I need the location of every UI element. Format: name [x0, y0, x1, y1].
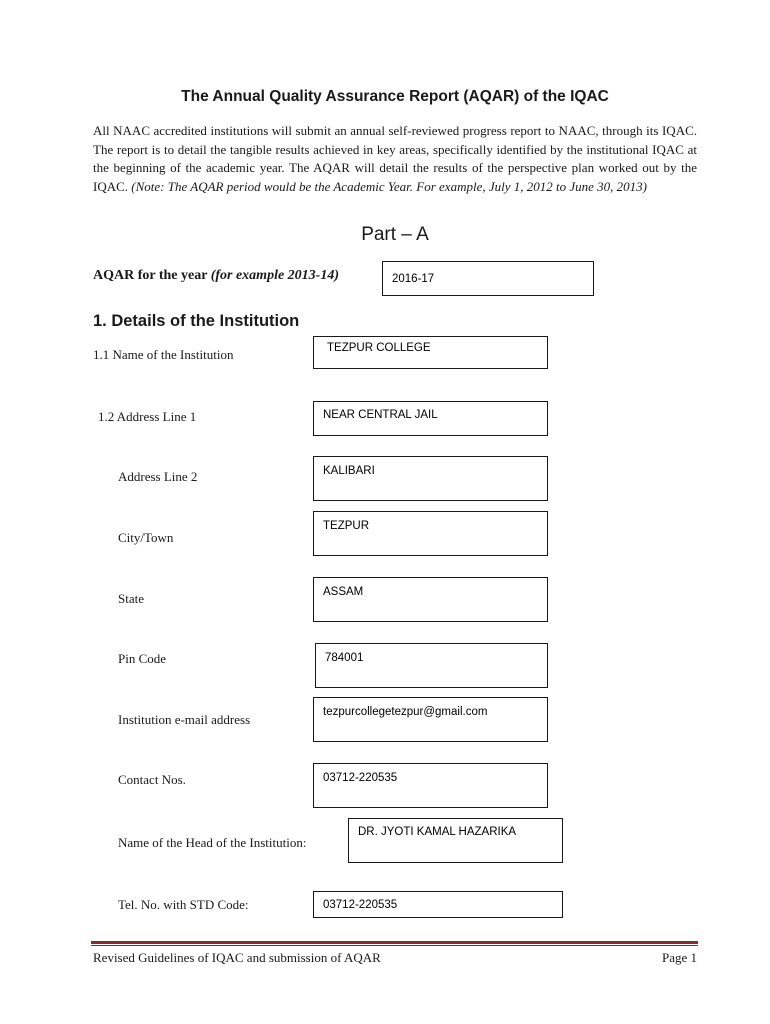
contact-field[interactable]	[313, 763, 548, 808]
state-field[interactable]	[313, 577, 548, 622]
city-field[interactable]	[313, 511, 548, 556]
intro-note: (Note: The AQAR period would be the Academic Year. For example, July 1, 2012 to June 30, 2013)	[131, 178, 647, 194]
email-field[interactable]	[313, 697, 548, 742]
aqar-year-label-example: (for example 2013-14)	[210, 268, 339, 283]
part-heading: Part – A	[361, 224, 429, 245]
institution-name-field[interactable]	[313, 336, 548, 369]
aqar-year-field[interactable]	[382, 261, 594, 296]
footer-rule-thin	[91, 945, 698, 946]
tel-field[interactable]	[313, 891, 563, 918]
intro-text: All NAAC accredited institutions will submit an annual self-reviewed progress report to NAAC, through its IQAC. The report is to detail the tangible results achieved in key areas, specifically identified by the institutional IQAC at the beginning of the academic year. The AQAR will detail the results of the perspective plan worked out by the IQAC.	[93, 123, 697, 194]
city-label: City/Town	[118, 530, 174, 545]
page-number: Page 1	[661, 950, 697, 965]
email-label: Institution e-mail address	[118, 712, 251, 727]
page-title: The Annual Quality Assurance Report (AQAR) of the IQAC	[181, 88, 609, 105]
address-line1-field[interactable]	[313, 401, 548, 436]
state-label: State	[118, 591, 144, 606]
footer-rule	[91, 941, 698, 944]
tel-label: Tel. No. with STD Code:	[118, 897, 249, 912]
intro-paragraph	[93, 122, 697, 196]
pin-code-field[interactable]	[315, 643, 548, 688]
address1-label: 1.2 Address Line 1	[98, 409, 197, 424]
address2-label: Address Line 2	[118, 469, 198, 484]
address-line2-field[interactable]	[313, 456, 548, 501]
head-of-institution-field[interactable]	[348, 818, 563, 863]
aqar-year-label	[93, 268, 339, 284]
section-heading: 1. Details of the Institution	[93, 312, 300, 330]
pin-label: Pin Code	[118, 651, 167, 666]
aqar-year-label-text: AQAR for the year	[93, 268, 208, 283]
footer-text: Revised Guidelines of IQAC and submission of AQAR	[93, 950, 381, 965]
contact-label: Contact Nos.	[118, 772, 186, 787]
head-label: Name of the Head of the Institution:	[118, 835, 307, 850]
name-label: 1.1 Name of the Institution	[93, 347, 234, 362]
